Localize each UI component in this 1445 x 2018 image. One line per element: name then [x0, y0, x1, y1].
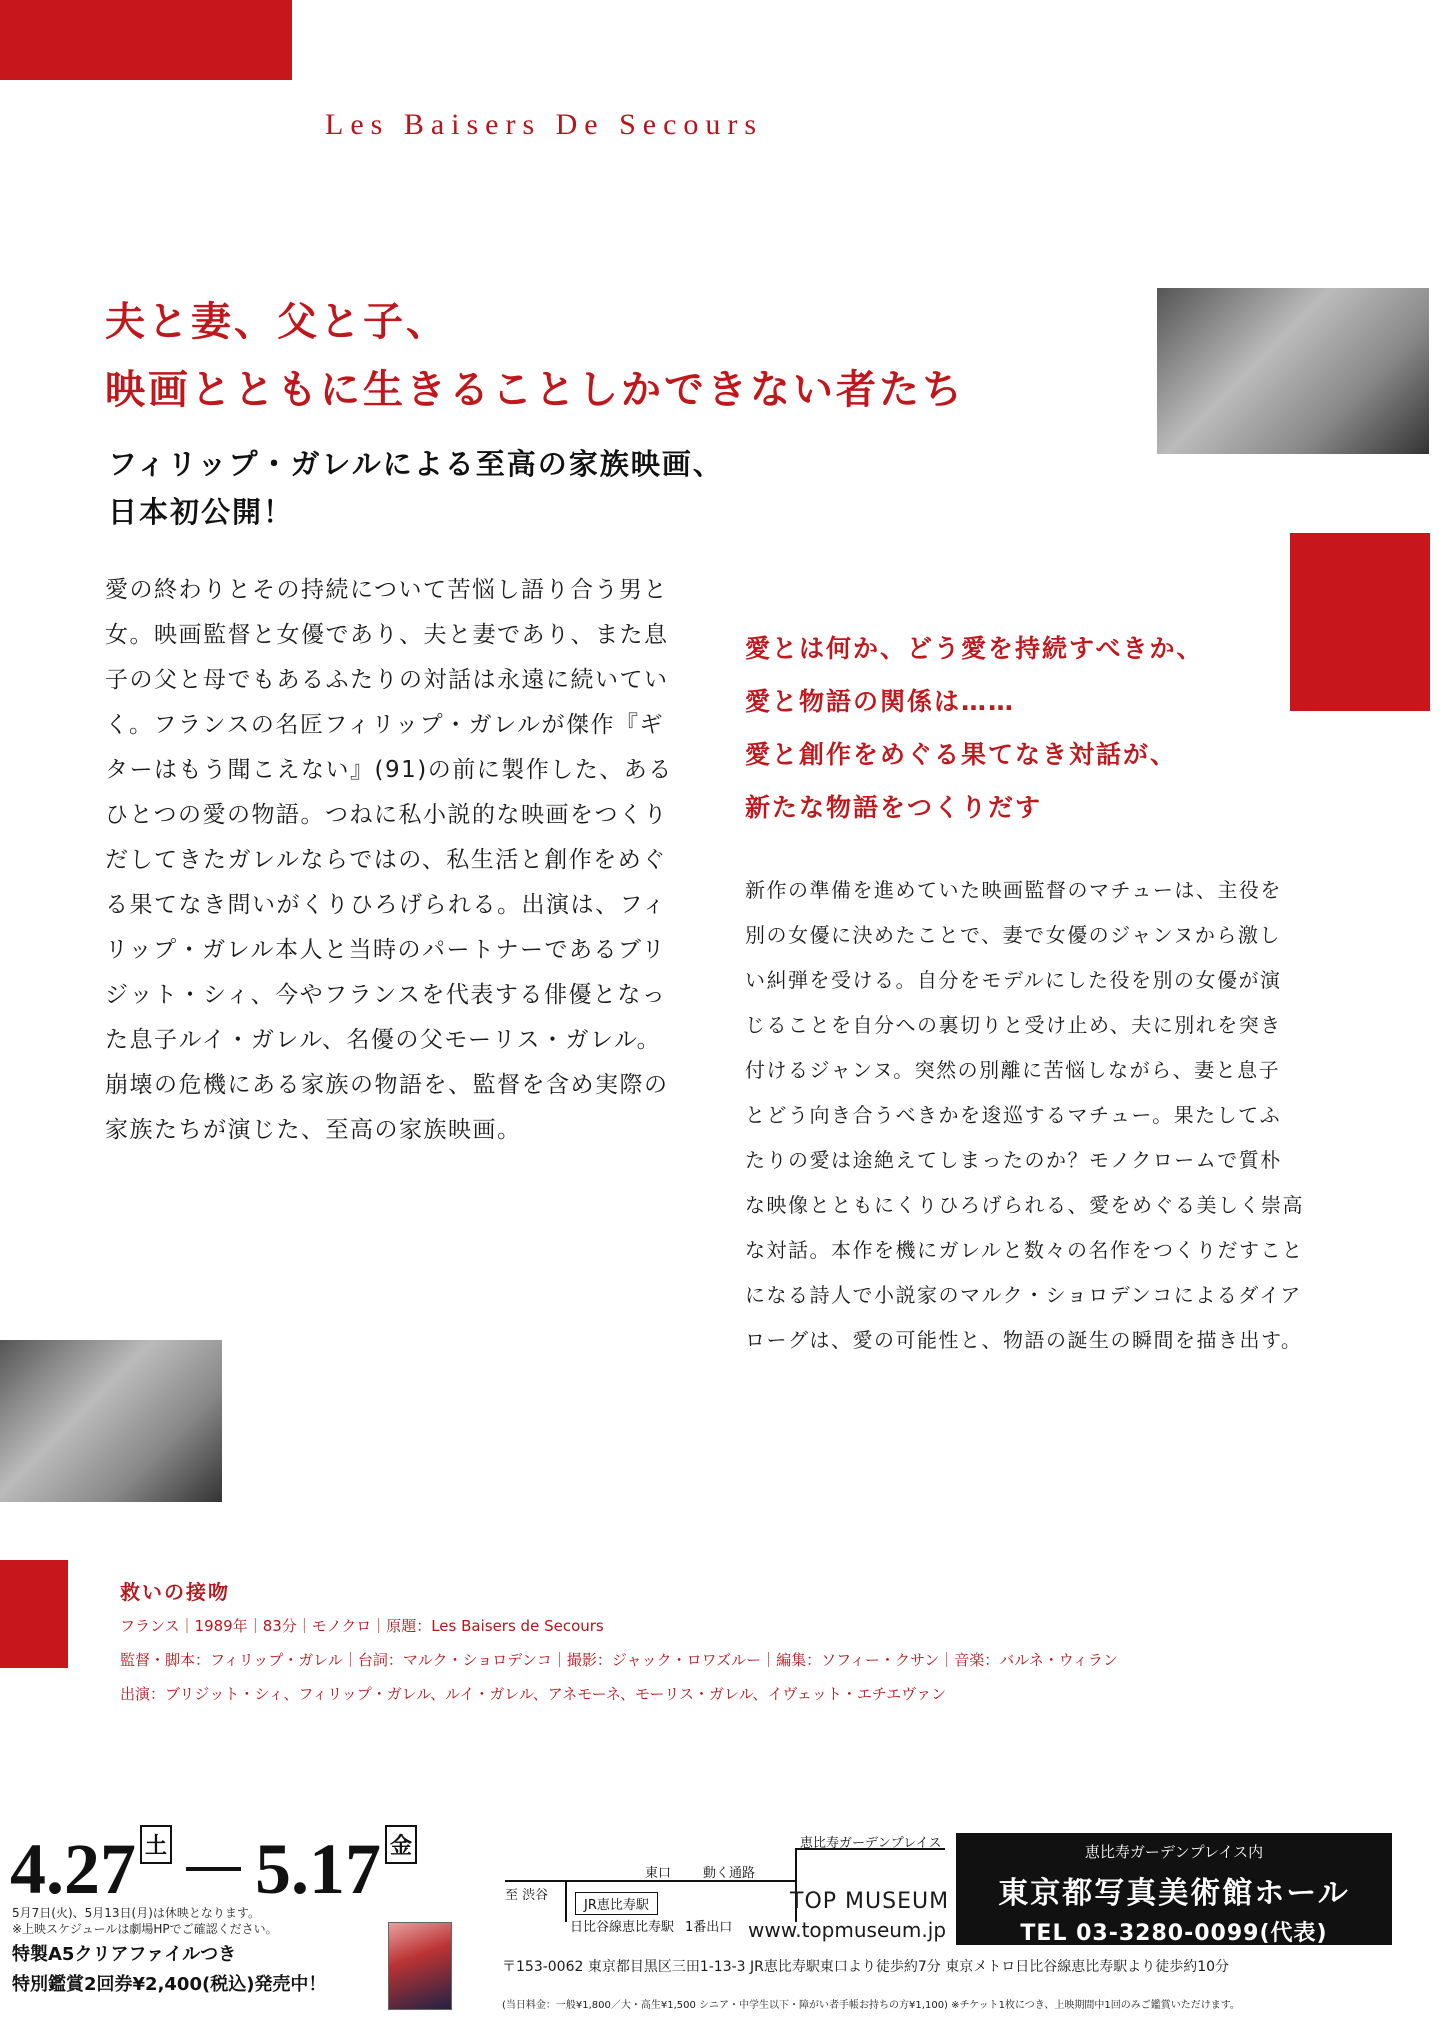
- text-line: たりの愛は途絶えてしまったのか？モノクロームで質朴: [745, 1148, 1282, 1172]
- headline-line1: 夫と妻、父と子、: [105, 298, 449, 345]
- text-line: ひとつの愛の物語。つねに私小説的な映画をつくり: [105, 802, 669, 828]
- text-line: る果てなき問いがくりひろげられる。出演は、フィ: [105, 892, 667, 918]
- text-line: い糾弾を受ける。自分をモデルにした役を別の女優が演: [745, 968, 1282, 992]
- screening-dates: [10, 1825, 417, 1911]
- venue-tel: TEL 03-3280-0099(代表): [1020, 1921, 1328, 1946]
- end-day: 金: [385, 1825, 417, 1864]
- top-museum-logo: TOP MUSEUM: [790, 1889, 950, 1914]
- text-line: ターはもう聞こえない』(91)の前に製作した、ある: [105, 757, 673, 783]
- text-line: になる詩人で小説家のマルク・ショロデンコによるダイア: [745, 1283, 1302, 1307]
- headline-line2: 映画とともに生きることしかできない者たち: [105, 366, 965, 413]
- venue-name: 東京都写真美術館ホール: [998, 1876, 1350, 1911]
- photo-man: [1157, 288, 1429, 454]
- text-line: リップ・ガレル本人と当時のパートナーであるブリ: [105, 937, 667, 963]
- synopsis-left: [105, 568, 675, 1153]
- text-line: だしてきたガレルならではの、私生活と創作をめぐ: [105, 847, 667, 873]
- film-title-en: Les Baisers De Secours: [325, 108, 764, 141]
- map-label-garden-place: 恵比寿ガーデンプレイス: [800, 1836, 942, 1851]
- date-dash: [186, 1867, 241, 1871]
- tagline: [745, 622, 1204, 834]
- map-label-exit1: 1番出口: [685, 1920, 733, 1935]
- ticket-prices: (当日料金：一般¥1,800／大・高生¥1,500 シニア・中学生以下・障がい者手帳お持ちの方¥1,100) ※チケット1枚につき、上映期間中1回のみご鑑賞いただけます。: [502, 2000, 1240, 2011]
- map-label-walkway: 動く通路: [703, 1866, 756, 1881]
- clear-file-bonus: 特製A5クリアファイルつき: [12, 1944, 237, 1965]
- photo-family: [0, 1340, 222, 1502]
- red-block-bottom-left: [0, 1560, 68, 1668]
- text-line: 女。映画監督と女優であり、夫と妻であり、また息: [105, 622, 669, 648]
- ticket-info: [12, 1940, 326, 2000]
- credits-staff: 監督・脚本：フィリップ・ガレル｜台詞：マルク・ショロデンコ｜撮影：ジャック・ロワズルー｜編集：ソフィー・クサン｜音楽：バルネ・ウィラン: [120, 1651, 1118, 1669]
- map-label-east-exit: 東口: [645, 1866, 672, 1881]
- clear-file-image: [388, 1922, 452, 2010]
- venue-location: 恵比寿ガーデンプレイス内: [1084, 1843, 1264, 1861]
- film-credits: [120, 1575, 1118, 1711]
- text-line: 子の父と母でもあるふたりの対話は永遠に続いてい: [105, 667, 669, 693]
- text-line: じることを自分への裏切りと受け止め、夫に別れを突き: [745, 1013, 1282, 1037]
- text-line: 付けるジャンヌ。突然の別離に苦悩しながら、妻と息子: [745, 1058, 1281, 1082]
- subhead-line1: フィリップ・ガレルによる至高の家族映画、: [108, 447, 724, 481]
- museum-url[interactable]: www.topmuseum.jp: [748, 1918, 947, 1942]
- credits-cast: 出演：ブリジット・シィ、フィリップ・ガレル、ルイ・ガレル、アネモーネ、モーリス・ガレル、イヴェット・エチエヴァン: [120, 1685, 947, 1703]
- venue-address: 〒153-0062 東京都目黒区三田1-13-3 JR恵比寿駅東口より徒歩約7分 東京メトロ日比谷線恵比寿駅より徒歩約10分: [502, 1959, 1230, 1975]
- map-road: [795, 1848, 797, 1882]
- schedule-note: ※上映スケジュールは劇場HPでご確認ください。: [12, 1922, 278, 1936]
- red-block-top-left: [0, 0, 292, 80]
- map-label-shibuya: 至 渋谷: [505, 1888, 549, 1903]
- red-block-right: [1290, 533, 1430, 711]
- text-line: ジット・シィ、今やフランスを代表する俳優となっ: [105, 982, 667, 1008]
- text-line: ローグは、愛の可能性と、物語の誕生の瞬間を描き出す。: [745, 1328, 1303, 1352]
- map-label-jr-station: JR恵比寿駅: [575, 1892, 658, 1915]
- start-day: 土: [140, 1825, 172, 1864]
- tagline-line: 新たな物語をつくりだす: [745, 793, 1043, 822]
- text-line: 愛の終わりとその持続について苦悩し語り合う男と: [105, 577, 669, 603]
- text-line: 別の女優に決めたことで、妻で女優のジャンヌから激し: [745, 923, 1281, 947]
- text-line: く。フランスの名匠フィリップ・ガレルが傑作『ギ: [105, 712, 665, 738]
- text-line: な対話。本作を機にガレルと数々の名作をつくりだすこと: [745, 1238, 1304, 1262]
- ticket-price: 特別鑑賞2回券¥2,400(税込)発売中！: [12, 1974, 327, 1995]
- text-line: な映像とともにくりひろげられる、愛をめぐる美しく崇高: [745, 1193, 1304, 1217]
- tagline-line: 愛とは何か、どう愛を持続すべきか、: [745, 634, 1204, 663]
- text-line: とどう向き合うべきかを逡巡するマチュー。果たしてふ: [745, 1103, 1282, 1127]
- access-map: [505, 1832, 945, 1935]
- map-road: [565, 1882, 567, 1922]
- film-title-jp: 救いの接吻: [120, 1580, 230, 1604]
- subhead-line2: 日本初公開！: [108, 495, 295, 529]
- start-date: 4.27: [10, 1829, 136, 1909]
- venue-box: [956, 1833, 1392, 1945]
- text-line: 家族たちが演じた、至高の家族映画。: [105, 1117, 522, 1143]
- end-date: 5.17: [255, 1829, 382, 1909]
- map-label-metro-station: 日比谷線恵比寿駅: [570, 1920, 675, 1935]
- text-line: 新作の準備を進めていた映画監督のマチューは、主役を: [745, 878, 1282, 902]
- tagline-line: 愛と物語の関係は……: [745, 687, 1016, 716]
- credits-info: フランス｜1989年｜83分｜モノクロ｜原題：Les Baisers de Secours: [120, 1617, 604, 1635]
- tagline-line: 愛と創作をめぐる果てなき対話が、: [745, 740, 1178, 769]
- closed-days-note: 5月7日(火)、5月13日(月)は休映となります。: [12, 1906, 260, 1920]
- text-line: た息子ルイ・ガレル、名優の父モーリス・ガレル。: [105, 1027, 662, 1053]
- text-line: 崩壊の危機にある家族の物語を、監督を含め実際の: [105, 1072, 669, 1098]
- synopsis-right: [745, 868, 1305, 1363]
